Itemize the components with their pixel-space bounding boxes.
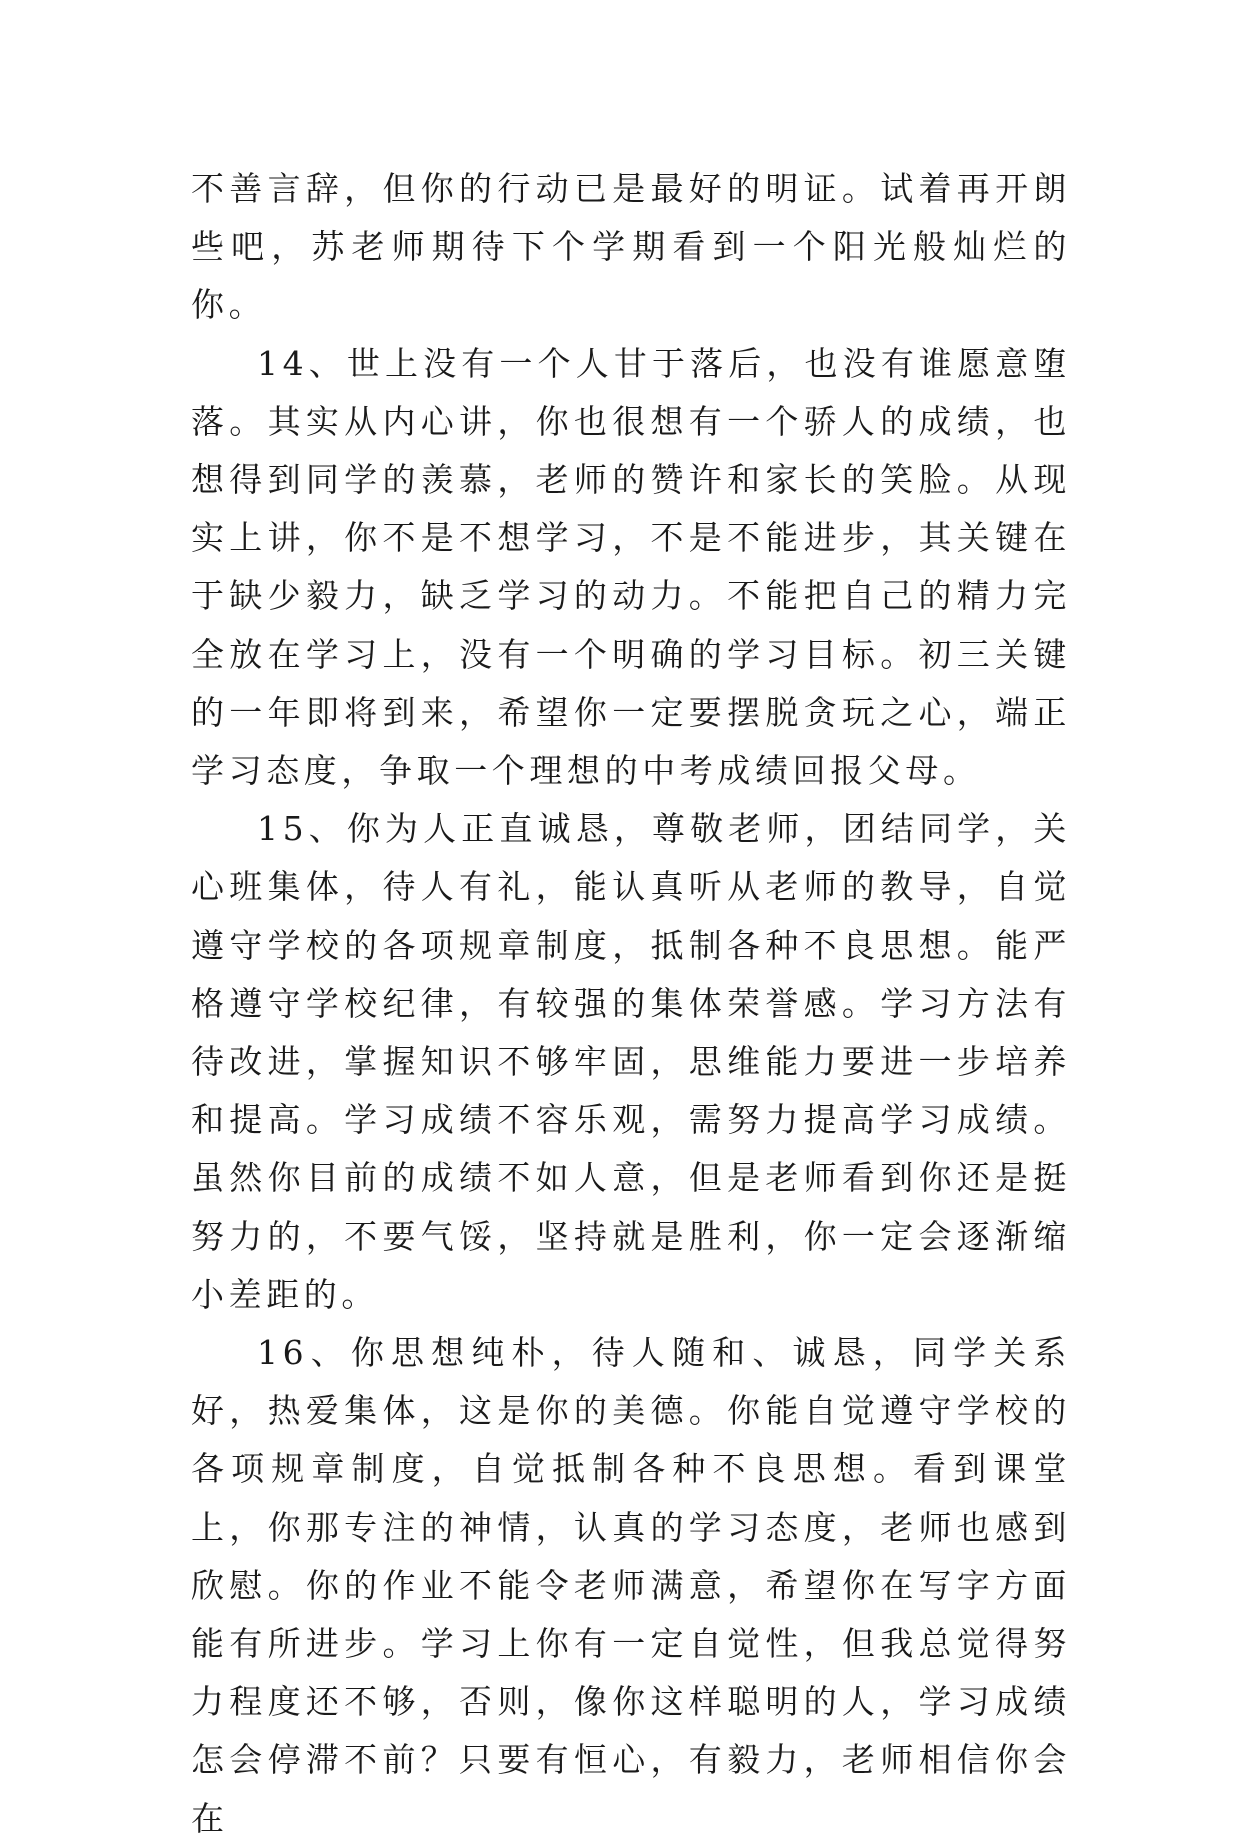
document-body [191,160,1071,1848]
paragraph-item-15: 15、你为人正直诚恳，尊敬老师，团结同学，关心班集体，待人有礼，能认真听从老师的教导，自觉遵守学校的各项规章制度，抵制各种不良思想。能严格遵守学校纪律，有较强的集体荣誉感。学习方法有待改进，掌握知识不够牢固，思维能力要进一步培养和提高。学习成绩不容乐观，需努力提高学习成绩。虽然你目前的成绩不如人意，但是老师看到你还是挺努力的，不要气馁，坚持就是胜利，你一定会逐渐缩小差距的。 [191,809,1071,1314]
paragraph-continuation: 不善言辞，但你的行动已是最好的明证。试着再开朗些吧，苏老师期待下个学期看到一个阳光般灿烂的你。 [191,169,1071,325]
paragraph-item-14: 14、世上没有一个人甘于落后，也没有谁愿意堕落。其实从内心讲，你也很想有一个骄人的成绩，也想得到同学的羡慕，老师的赞许和家长的笑脸。从现实上讲，你不是不想学习，不是不能进步，其关键在于缺少毅力，缺乏学习的动力。不能把自己的精力完全放在学习上，没有一个明确的学习目标。初三关键的一年即将到来，希望你一定要摆脱贪玩之心，端正学习态度，争取一个理想的中考成绩回报父母。 [191,343,1071,791]
paragraph-item-16: 16、你思想纯朴，待人随和、诚恳，同学关系好，热爱集体，这是你的美德。你能自觉遵守学校的各项规章制度，自觉抵制各种不良思想。看到课堂上，你那专注的神情，认真的学习态度，老师也感到欣慰。你的作业不能令老师满意，希望你在写字方面能有所进步。学习上你有一定自觉性，但我总觉得努力程度还不够，否则，像你这样聪明的人，学习成绩怎会停滞不前？只要有恒心，有毅力，老师相信你会在 [191,1333,1071,1838]
